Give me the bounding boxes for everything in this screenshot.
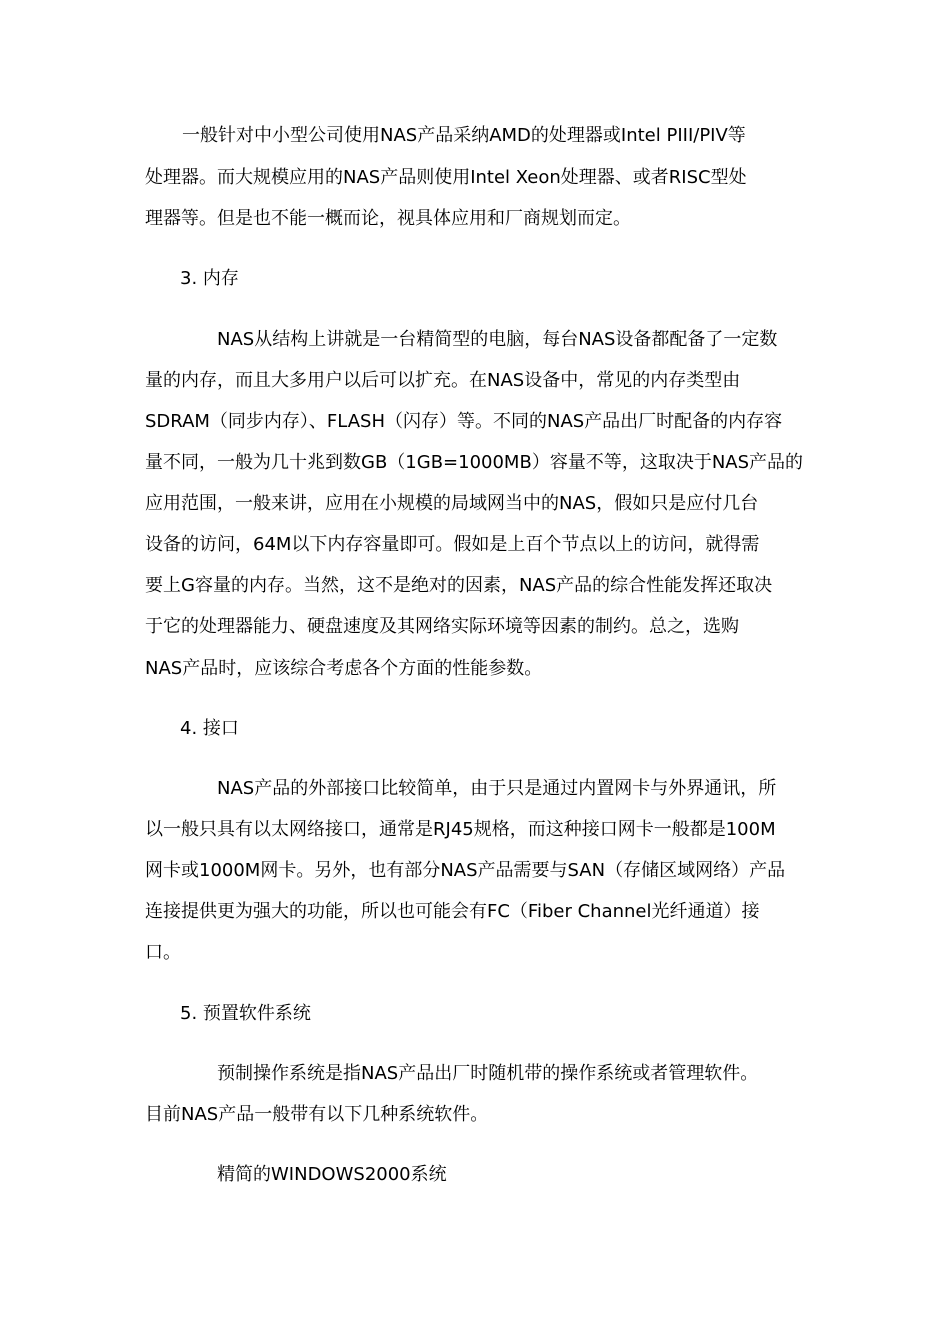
paragraph-interface-line-1: NAS产品的外部接口比较简单，由于只是通过内置网卡与外界通讯，所	[217, 778, 777, 799]
heading-memory: 3. 内存	[180, 268, 239, 289]
paragraph-interface-line-5: 口。	[145, 942, 181, 963]
paragraph-memory-line-6: 设备的访问，64M以下内存容量即可。假如是上百个节点以上的访问，就得需	[145, 534, 760, 555]
paragraph-cpu-line-2: 处理器。而大规模应用的NAS产品则使用Intel Xeon处理器、或者RISC型处	[145, 167, 747, 188]
item-windows-system: 精简的WINDOWS2000系统	[217, 1164, 447, 1185]
paragraph-memory-line-7: 要上G容量的内存。当然，这不是绝对的因素，NAS产品的综合性能发挥还取决	[145, 575, 773, 596]
paragraph-memory-line-3: SDRAM（同步内存）、FLASH（闪存）等。不同的NAS产品出厂时配备的内存容	[145, 411, 783, 432]
heading-interface: 4. 接口	[180, 718, 239, 739]
paragraph-interface-line-2: 以一般只具有以太网络接口，通常是RJ45规格，而这种接口网卡一般都是100M	[145, 819, 776, 840]
paragraph-memory-line-5: 应用范围，一般来讲，应用在小规模的局域网当中的NAS，假如只是应付几台	[145, 493, 759, 514]
paragraph-memory-line-4: 量不同，一般为几十兆到数GB（1GB=1000MB）容量不等，这取决于NAS产品的	[145, 452, 804, 473]
paragraph-cpu-line-1: 一般针对中小型公司使用NAS产品采纳AMD的处理器或Intel PIII/PIV等	[182, 125, 746, 146]
paragraph-memory-line-9: NAS产品时，应该综合考虑各个方面的性能参数。	[145, 658, 543, 679]
heading-software: 5. 预置软件系统	[180, 1003, 311, 1024]
paragraph-cpu-line-3: 理器等。但是也不能一概而论，视具体应用和厂商规划而定。	[145, 208, 631, 229]
paragraph-memory-line-8: 于它的处理器能力、硬盘速度及其网络实际环境等因素的制约。总之，选购	[145, 616, 739, 637]
paragraph-interface-line-3: 网卡或1000M网卡。另外，也有部分NAS产品需要与SAN（存储区域网络）产品	[145, 860, 786, 881]
paragraph-software-line-1: 预制操作系统是指NAS产品出厂时随机带的操作系统或者管理软件。	[217, 1063, 759, 1084]
paragraph-interface-line-4: 连接提供更为强大的功能，所以也可能会有FC（Fiber Channel光纤通道）接	[145, 901, 760, 922]
paragraph-software-line-2: 目前NAS产品一般带有以下几种系统软件。	[145, 1104, 489, 1125]
paragraph-memory-line-2: 量的内存，而且大多用户以后可以扩充。在NAS设备中，常见的内存类型由	[145, 370, 741, 391]
paragraph-memory-line-1: NAS从结构上讲就是一台精简型的电脑，每台NAS设备都配备了一定数	[217, 329, 778, 350]
